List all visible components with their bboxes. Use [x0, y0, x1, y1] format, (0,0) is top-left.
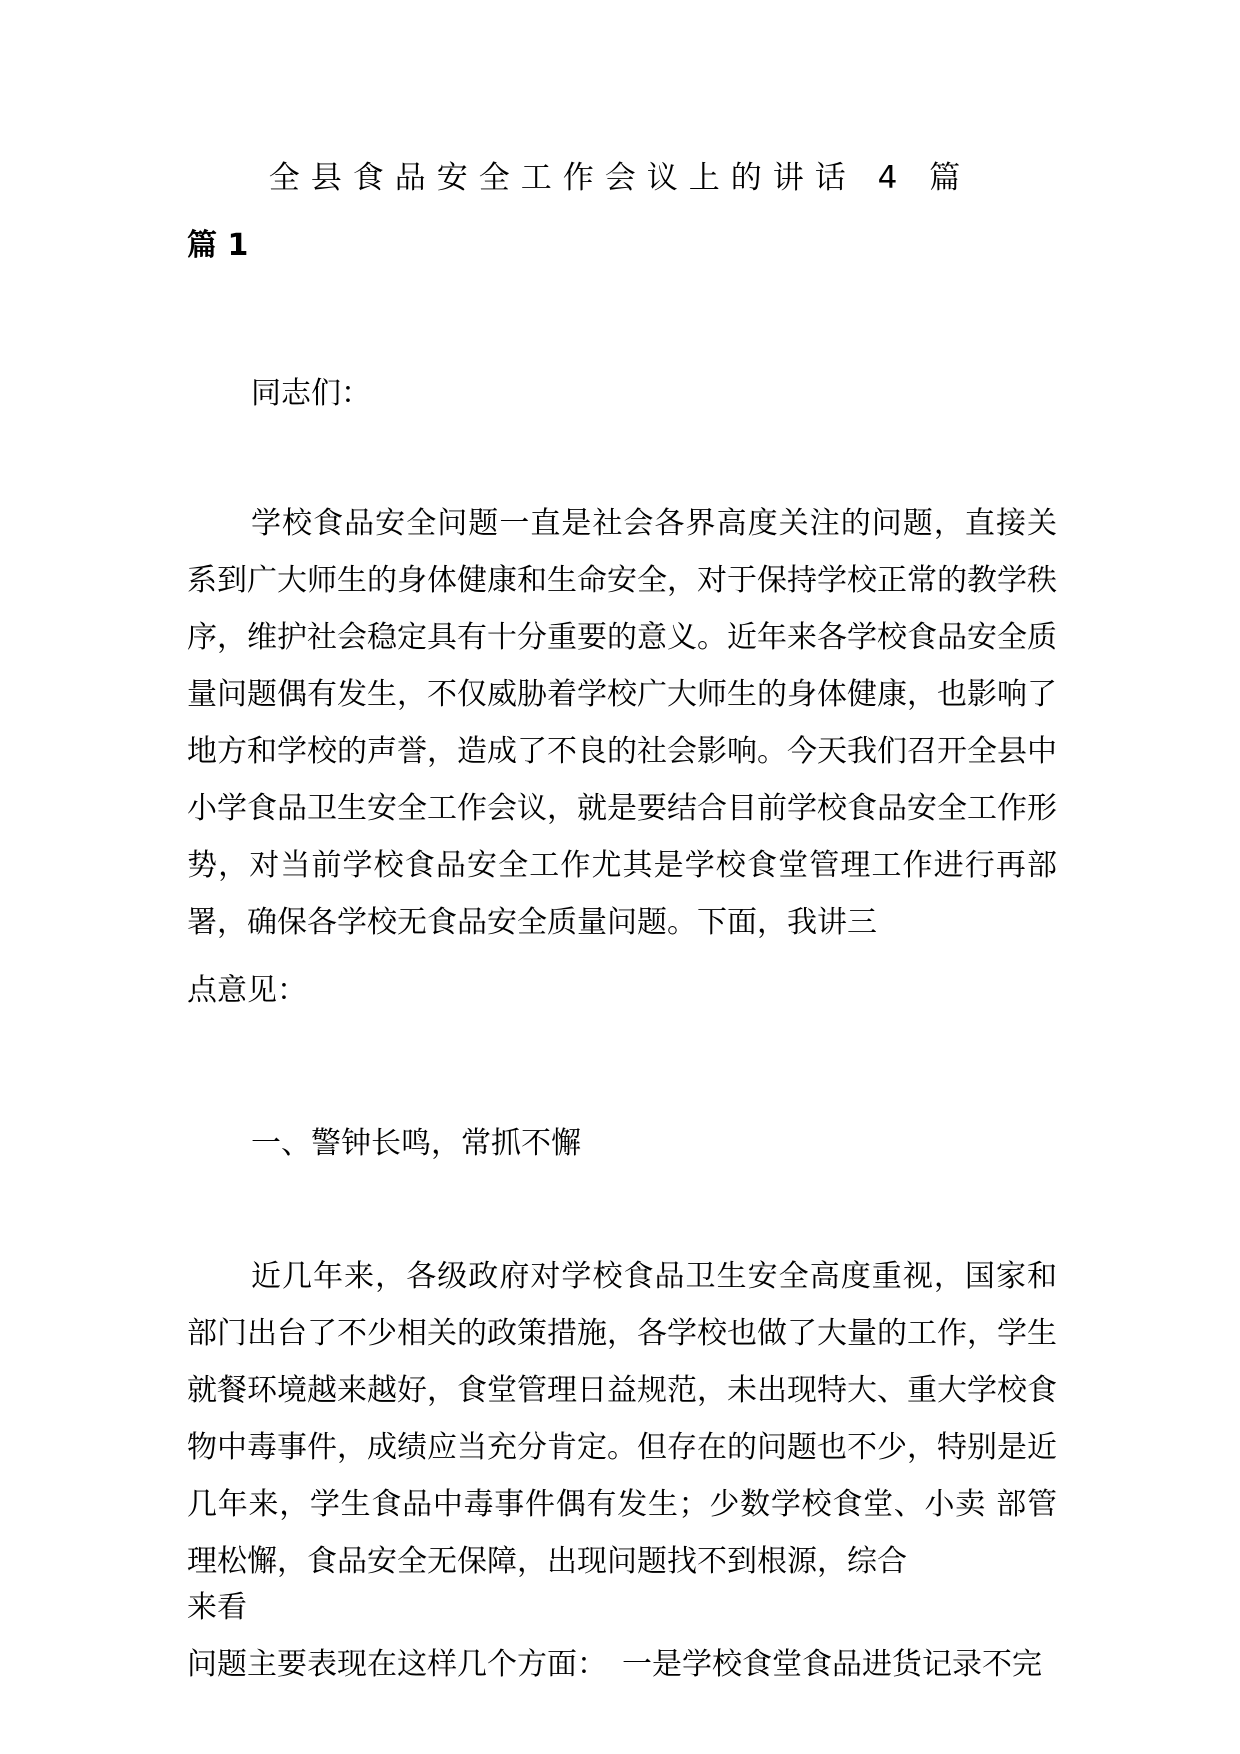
document-title: 全县食品安全工作会议上的讲话 4 篇 — [268, 160, 972, 196]
paragraph-intro: 学校食品安全问题一直是社会各界高度关注的问题，直接关系到广大师生的身体健康和生命安全，对于保持学校正常的教学秩序，维护社会稳定具有十分重要的意义。近年来各学校食品安全质量问题偶有发生，不仅威胁着学校广大师生的身体健康，也影响了地方和学校的声誉，造成了不良的社会影响。今天我们召开全县中小学食品卫生安全工作会议，就是要结合目前学校食品安全工作形势，对当前学校食品安全工作尤其是学校食堂管理工作进行再部署，确保各学校无食品安全质量问题。下面，我讲三 — [187, 506, 1057, 940]
section-heading-1: 一、警钟长鸣，常抓不懈 — [251, 1126, 581, 1161]
paragraph-body-2: 问题主要表现在这样几个方面： 一是学校食堂食品进货记录不完 — [187, 1647, 1042, 1682]
paragraph-body-1: 近几年来，各级政府对学校食品卫生安全高度重视，国家和部门出台了不少相关的政策措施，各学校也做了大量的工作，学生就餐环境越来越好，食堂管理日益规范，未出现特大、重大学校食物中毒事件，成绩应当充分肯定。但存在的问题也不少，特别是近几年来，学生食品中毒事件偶有发生；少数学校食堂、小卖 部管理松懈，食品安全无保障，出现问题找不到根源，综合 — [187, 1259, 1057, 1579]
paragraph-body-1-tail: 来看 — [187, 1590, 247, 1625]
section-label: 篇 1 — [187, 228, 249, 263]
paragraph-intro-tail: 点意见： — [187, 973, 307, 1008]
salutation: 同志们： — [251, 376, 371, 411]
